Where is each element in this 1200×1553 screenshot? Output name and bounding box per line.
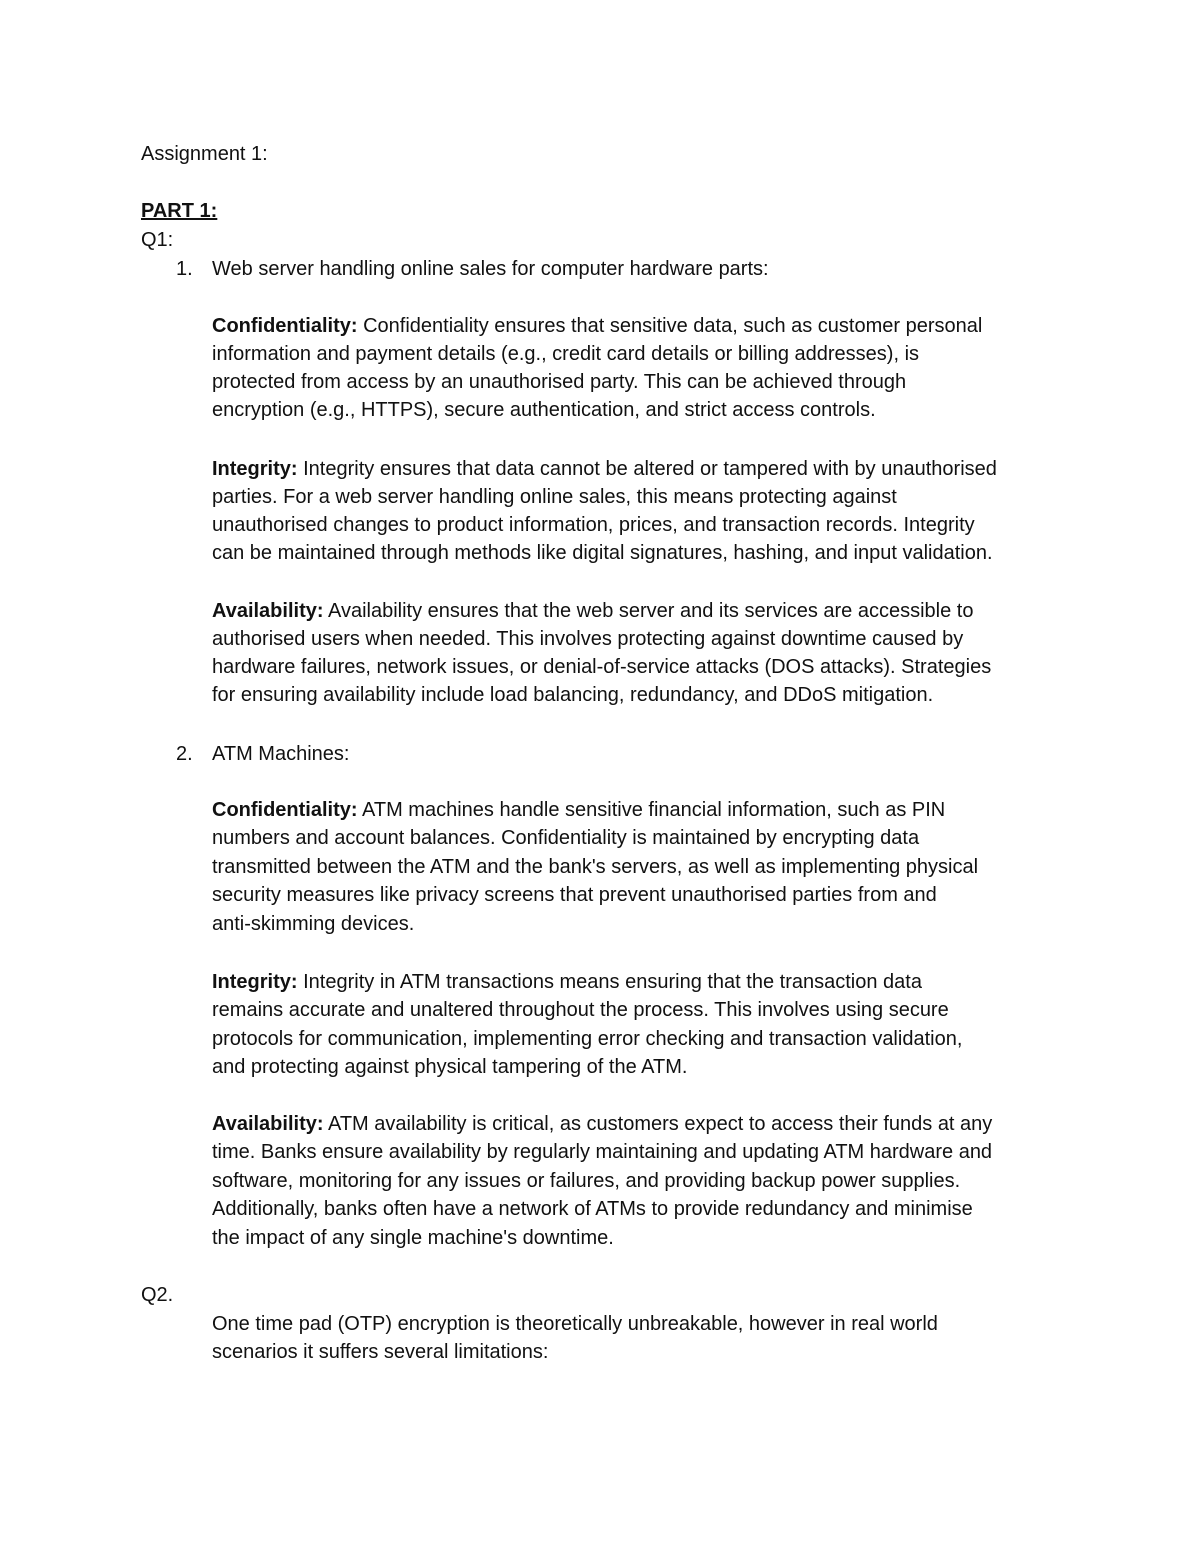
paragraph-line: [212, 312, 982, 340]
paragraph-line: scenarios it suffers several limitations:: [212, 1341, 549, 1363]
q2-label: Q2.: [141, 1284, 174, 1306]
section-label: Confidentiality:: [212, 799, 358, 821]
section-text: Integrity ensures that data cannot be altered or tampered with by unauthorised: [297, 458, 997, 480]
section-text: ATM availability is critical, as customers expect to access their funds at any: [323, 1113, 993, 1135]
paragraph-line: for ensuring availability include load balancing, redundancy, and DDoS mitigation.: [212, 684, 934, 706]
paragraph-line: software, monitoring for any issues or failures, and providing backup power supplies.: [212, 1170, 961, 1192]
paragraph-line: encryption (e.g., HTTPS), secure authentication, and strict access controls.: [212, 399, 876, 421]
section-label: Availability:: [212, 1113, 324, 1135]
paragraph-line: protected from access by an unauthorised party. This can be achieved through: [212, 371, 907, 393]
paragraph-line: security measures like privacy screens that prevent unauthorised parties from and: [212, 884, 937, 906]
paragraph-line: remains accurate and unaltered throughout the process. This involves using secure: [212, 999, 949, 1021]
paragraph-line: numbers and account balances. Confidentiality is maintained by encrypting data: [212, 827, 920, 849]
paragraph-line: [212, 1110, 992, 1138]
section-label: Confidentiality:: [212, 315, 358, 337]
list-item-heading: ATM Machines:: [212, 743, 350, 765]
section-label: Availability:: [212, 600, 324, 622]
paragraph-line: information and payment details (e.g., credit card details or billing addresses), is: [212, 343, 920, 365]
paragraph-line: can be maintained through methods like digital signatures, hashing, and input validation.: [212, 542, 993, 564]
part-heading: PART 1:: [141, 200, 218, 222]
paragraph-line: One time pad (OTP) encryption is theoretically unbreakable, however in real world: [212, 1313, 938, 1335]
section-label: Integrity:: [212, 971, 298, 993]
q1-label: Q1:: [141, 229, 174, 251]
paragraph-line: Additionally, banks often have a network of ATMs to provide redundancy and minimise: [212, 1198, 973, 1220]
paragraph-line: protocols for communication, implementing error checking and transaction validation,: [212, 1028, 963, 1050]
paragraph-line: parties. For a web server handling online sales, this means protecting against: [212, 486, 897, 508]
paragraph-line: time. Banks ensure availability by regularly maintaining and updating ATM hardware and: [212, 1141, 993, 1163]
section-text: Integrity in ATM transactions means ensuring that the transaction data: [297, 971, 922, 993]
paragraph-line: [212, 968, 922, 996]
section-label: Integrity:: [212, 458, 298, 480]
paragraph-line: unauthorised changes to product information, prices, and transaction records. Integrity: [212, 514, 975, 536]
paragraph-line: hardware failures, network issues, or denial-of-service attacks (DOS attacks). Strategies: [212, 656, 992, 678]
list-item-number: 2.: [176, 743, 193, 765]
paragraph-line: the impact of any single machine's downtime.: [212, 1227, 614, 1249]
section-text: Availability ensures that the web server and its services are accessible to: [323, 600, 974, 622]
paragraph-line: authorised users when needed. This involves protecting against downtime caused by: [212, 628, 964, 650]
paragraph-line: [212, 597, 973, 625]
paragraph-line: and protecting against physical tampering of the ATM.: [212, 1056, 688, 1078]
paragraph-line: [212, 796, 945, 824]
list-item-heading: Web server handling online sales for computer hardware parts:: [212, 258, 769, 280]
list-item-number: 1.: [176, 258, 193, 280]
section-text: Confidentiality ensures that sensitive data, such as customer personal: [357, 315, 983, 337]
paragraph-line: [212, 455, 997, 483]
paragraph-line: transmitted between the ATM and the bank's servers, as well as implementing physical: [212, 856, 979, 878]
paragraph-line: anti-skimming devices.: [212, 913, 415, 935]
document-title: Assignment 1:: [141, 143, 268, 165]
section-text: ATM machines handle sensitive financial information, such as PIN: [357, 799, 946, 821]
